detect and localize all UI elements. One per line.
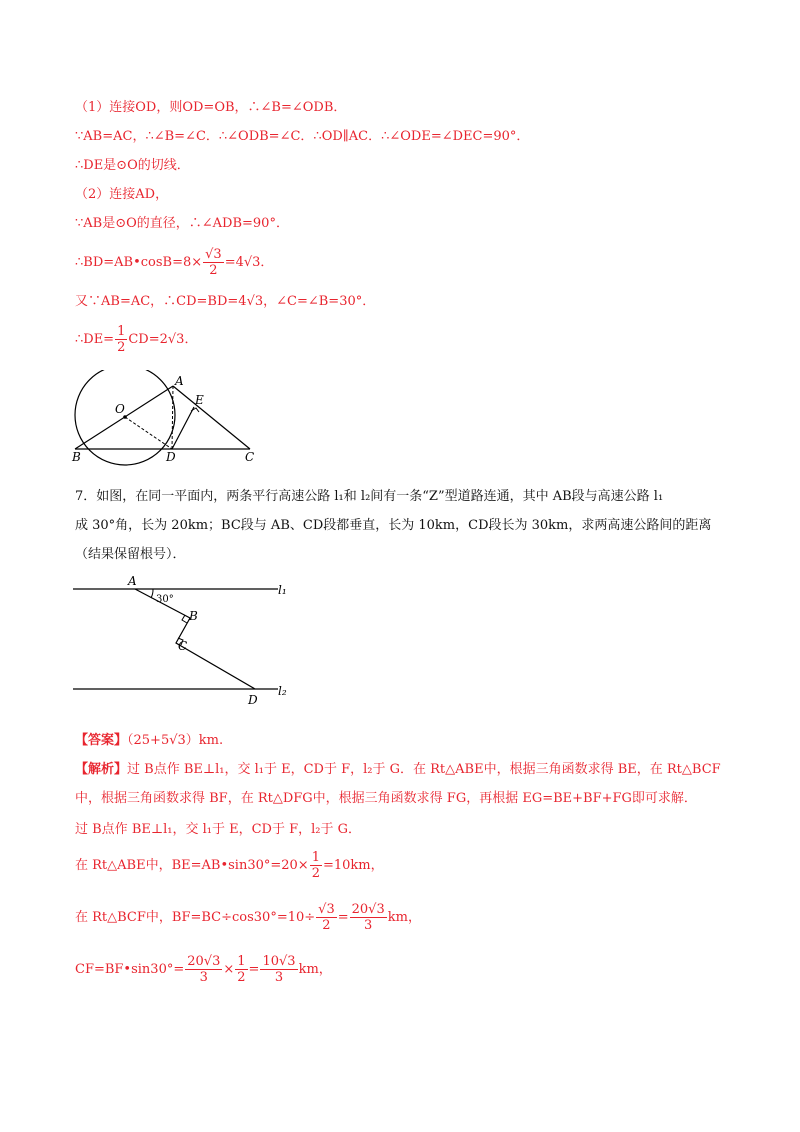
fraction-denominator: 3 [364,918,373,933]
fraction-numerator: 20√3 [187,954,221,969]
label-a: A [128,574,137,588]
analysis-line-1 [75,761,721,779]
fraction [235,954,247,985]
solution-line-3: ∴DE是⊙O的切线． [75,158,190,173]
fraction-numerator: 1 [117,324,126,339]
solution-line-8 [75,323,197,357]
label-d: D [166,450,176,464]
fraction-denominator: 3 [199,970,208,985]
solution-line-4: （2）连接AD， [75,187,169,202]
circle-tangent-figure [60,370,280,470]
label-d: D [248,693,258,707]
analysis-line-4 [75,848,384,884]
segment-ac [173,386,250,449]
label-b: B [189,609,198,623]
label-c: C [245,450,255,464]
fraction [115,324,127,355]
label-b: B [72,450,81,464]
fraction [185,954,222,985]
fraction-denominator: 2 [117,340,126,355]
solution-line-1: （1）连接OD，则OD=OB，∴∠B=∠ODB． [75,100,347,115]
fraction-denominator: 2 [322,918,331,933]
be-expression: 在 Rt△ABE中，BE=AB•sin30°=20× [75,858,309,873]
angle-label: 30° [156,594,174,605]
analysis-text-1: 过 B点作 BE⊥l₁，交 l₁于 E，CD于 F，l₂于 G．在 Rt△ABE中，根据三角函数求得 BE，在 Rt△BCF [127,762,721,777]
fraction-denominator: 2 [209,263,218,278]
angle-arc [151,589,153,598]
bf-expression: 在 Rt△BCF中，BF=BC÷cos30°=10÷ [75,910,316,925]
fraction-denominator: 2 [311,866,320,881]
bd-result: =4√3． [224,255,274,270]
analysis-line-5 [75,900,421,936]
label-o: O [115,402,125,416]
fraction-numerator: 1 [237,954,246,969]
label-l1: l₁ [278,583,287,597]
fraction-numerator: 1 [311,850,320,865]
analysis-tag: 【解析】 [75,762,128,777]
problem-7-line-1: 7．如图，在同一平面内，两条平行高速公路 l₁和 l₂间有一条“Z”型道路连通，其中 AB段与高速公路 l₁ [75,489,664,504]
de-result: CD=2√3． [128,332,198,347]
fraction-numerator: 20√3 [351,902,385,917]
solution-line-2: ∵AB=AC，∴∠B=∠C．∴∠ODB=∠C．∴OD∥AC．∴∠ODE=∠DEC=90°． [75,129,530,144]
de-expression: ∴DE= [75,332,115,347]
solution-line-7: 又∵AB=AC，∴CD=BD=4√3，∠C=∠B=30°． [75,294,376,309]
fraction-numerator: 10√3 [262,954,296,969]
analysis-line-3: 过 B点作 BE⊥l₁，交 l₁于 E，CD于 F，l₂于 G． [75,822,361,837]
fraction-numerator: √3 [318,902,335,917]
fraction-denominator: 2 [237,970,246,985]
fraction-numerator: √3 [205,247,222,262]
times-sign: × [223,962,235,977]
fraction [310,850,322,881]
fraction [260,954,297,985]
fraction [203,247,224,278]
highway-z-road-figure [70,572,310,712]
fraction [316,902,337,933]
cf-expression: CF=BF•sin30°= [75,962,185,977]
analysis-line-2: 中，根据三角函数求得 BF，在 Rt△DFG中，根据三角函数求得 FG，再根据 EG=BE+BF+FG即可求解． [75,791,697,806]
z-road [135,589,255,689]
solution-line-6 [75,246,273,280]
bf-unit: km， [387,910,421,925]
answer-value: （25+5√3）km. [127,733,224,748]
cf-unit: km， [298,962,332,977]
answer-line [75,732,223,750]
equals-sign: = [337,910,349,925]
label-c: C [178,639,188,653]
fraction [350,902,387,933]
segment-ad [172,386,173,449]
fraction-denominator: 3 [274,970,284,985]
label-e: E [195,393,204,407]
bd-expression: ∴BD=AB•cosB=8× [75,255,203,270]
equals-sign: = [248,962,260,977]
solution-line-5: ∵AB是⊙O的直径，∴∠ADB=90°． [75,216,289,231]
label-a: A [175,374,184,388]
label-l2: l₂ [278,684,287,698]
be-result: =10km， [322,858,384,873]
answer-tag: 【答案】 [75,733,128,748]
problem-7-line-2: 成 30°角，长为 20km；BC段与 AB、CD段都垂直，长为 10km，CD段长为 30km，求两高速公路间的距离 [75,518,712,533]
analysis-line-6 [75,952,332,988]
problem-7-line-3: （结果保留根号）． [75,547,186,562]
